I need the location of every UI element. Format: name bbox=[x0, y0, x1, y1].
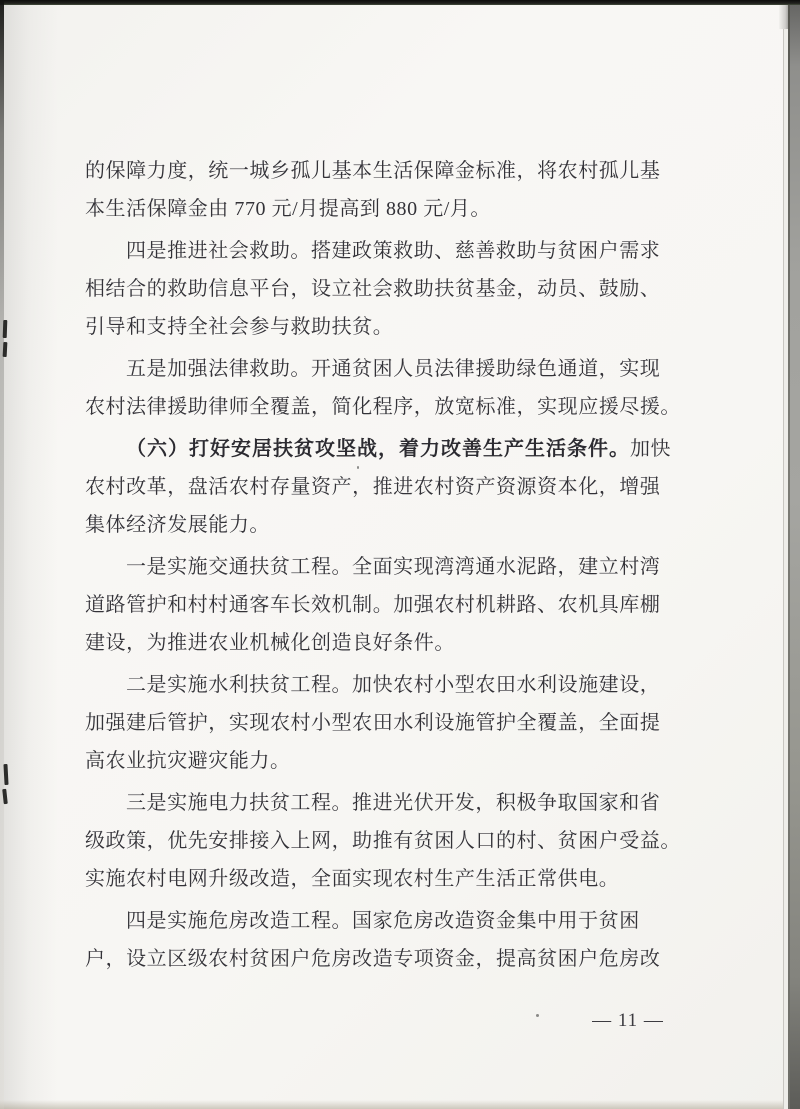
body-text: 实施农村电网升级改造，全面实现农村生产生活正常供电。 bbox=[85, 868, 620, 890]
body-text: 三是实施电力扶贫工程。推进光伏开发，积极争取国家和省 bbox=[126, 792, 661, 814]
text-line bbox=[85, 350, 695, 388]
text-line bbox=[85, 624, 695, 662]
left-page-edge bbox=[0, 0, 4, 1109]
text-line bbox=[85, 506, 695, 544]
paragraph bbox=[85, 666, 695, 780]
bold-heading-text: （六）打好安居扶贫攻坚战，着力改善生产生活条件。 bbox=[126, 438, 630, 460]
text-line bbox=[85, 308, 695, 346]
scanner-background-strip bbox=[790, 0, 800, 1109]
text-line bbox=[85, 388, 695, 426]
paragraph bbox=[85, 784, 695, 898]
text-line bbox=[85, 742, 695, 780]
text-line bbox=[85, 152, 695, 190]
body-text: 高农业抗灾避灾能力。 bbox=[85, 750, 291, 772]
body-text: 道路管护和村村通客车长效机制。加强农村机耕路、农机具库棚 bbox=[85, 594, 661, 616]
paper-speck bbox=[357, 466, 359, 469]
body-text: 加快 bbox=[630, 438, 672, 460]
text-line bbox=[85, 586, 695, 624]
text-line bbox=[85, 430, 695, 468]
text-line bbox=[85, 902, 695, 940]
text-line bbox=[85, 784, 695, 822]
body-text: 的保障力度，统一城乡孤儿基本生活保障金标准，将农村孤儿基 bbox=[85, 160, 661, 182]
body-text: 二是实施水利扶贫工程。加快农村小型农田水利设施建设， bbox=[126, 674, 661, 696]
left-gutter-shadow bbox=[0, 0, 58, 1109]
text-line bbox=[85, 860, 695, 898]
body-text: 集体经济发展能力。 bbox=[85, 514, 270, 536]
page-corner-notch bbox=[779, 5, 788, 29]
body-text: 加强建后管护，实现农村小型农田水利设施管护全覆盖，全面提 bbox=[85, 712, 661, 734]
paragraph bbox=[85, 548, 695, 662]
text-line bbox=[85, 548, 695, 586]
body-text: 相结合的救助信息平台，设立社会救助扶贫基金，动员、鼓励、 bbox=[85, 278, 661, 300]
text-line bbox=[85, 270, 695, 308]
body-text: 级政策，优先安排接入上网，助推有贫困人口的村、贫困户受益。 bbox=[85, 830, 681, 852]
document-body bbox=[85, 152, 695, 982]
text-line bbox=[85, 666, 695, 704]
body-text: 农村法律援助律师全覆盖，简化程序，放宽标准，实现应援尽援。 bbox=[85, 396, 681, 418]
paragraph bbox=[85, 902, 695, 978]
body-text: 户，设立区级农村贫困户危房改造专项资金，提高贫困户危房改 bbox=[85, 948, 661, 970]
text-line bbox=[85, 468, 695, 506]
body-text: 农村改革，盘活农村存量资产，推进农村资产资源资本化，增强 bbox=[85, 476, 661, 498]
paragraph bbox=[85, 430, 695, 544]
text-line bbox=[85, 704, 695, 742]
paragraph bbox=[85, 152, 695, 228]
body-text: 一是实施交通扶贫工程。全面实现湾湾通水泥路，建立村湾 bbox=[126, 556, 661, 578]
body-text: 四是实施危房改造工程。国家危房改造资金集中用于贫困 bbox=[126, 910, 640, 932]
paragraph bbox=[85, 350, 695, 426]
staple-mark bbox=[3, 320, 8, 338]
text-line bbox=[85, 190, 695, 228]
body-text: 引导和支持全社会参与救助扶贫。 bbox=[85, 316, 394, 338]
body-text: 本生活保障金由 770 元/月提高到 880 元/月。 bbox=[85, 198, 491, 220]
paper-speck bbox=[536, 1014, 539, 1017]
text-line bbox=[85, 232, 695, 270]
bottom-edge-shadow bbox=[0, 1100, 788, 1109]
body-text: 四是推进社会救助。搭建政策救助、慈善救助与贫困户需求 bbox=[126, 240, 661, 262]
text-line bbox=[85, 940, 695, 978]
staple-mark bbox=[3, 342, 8, 357]
page-number: — 11 — bbox=[592, 1010, 664, 1031]
body-text: 建设，为推进农业机械化创造良好条件。 bbox=[85, 632, 455, 654]
binding-edge-bar bbox=[0, 0, 800, 5]
paragraph bbox=[85, 232, 695, 346]
body-text: 五是加强法律救助。开通贫困人员法律援助绿色通道，实现 bbox=[126, 358, 661, 380]
text-line bbox=[85, 822, 695, 860]
